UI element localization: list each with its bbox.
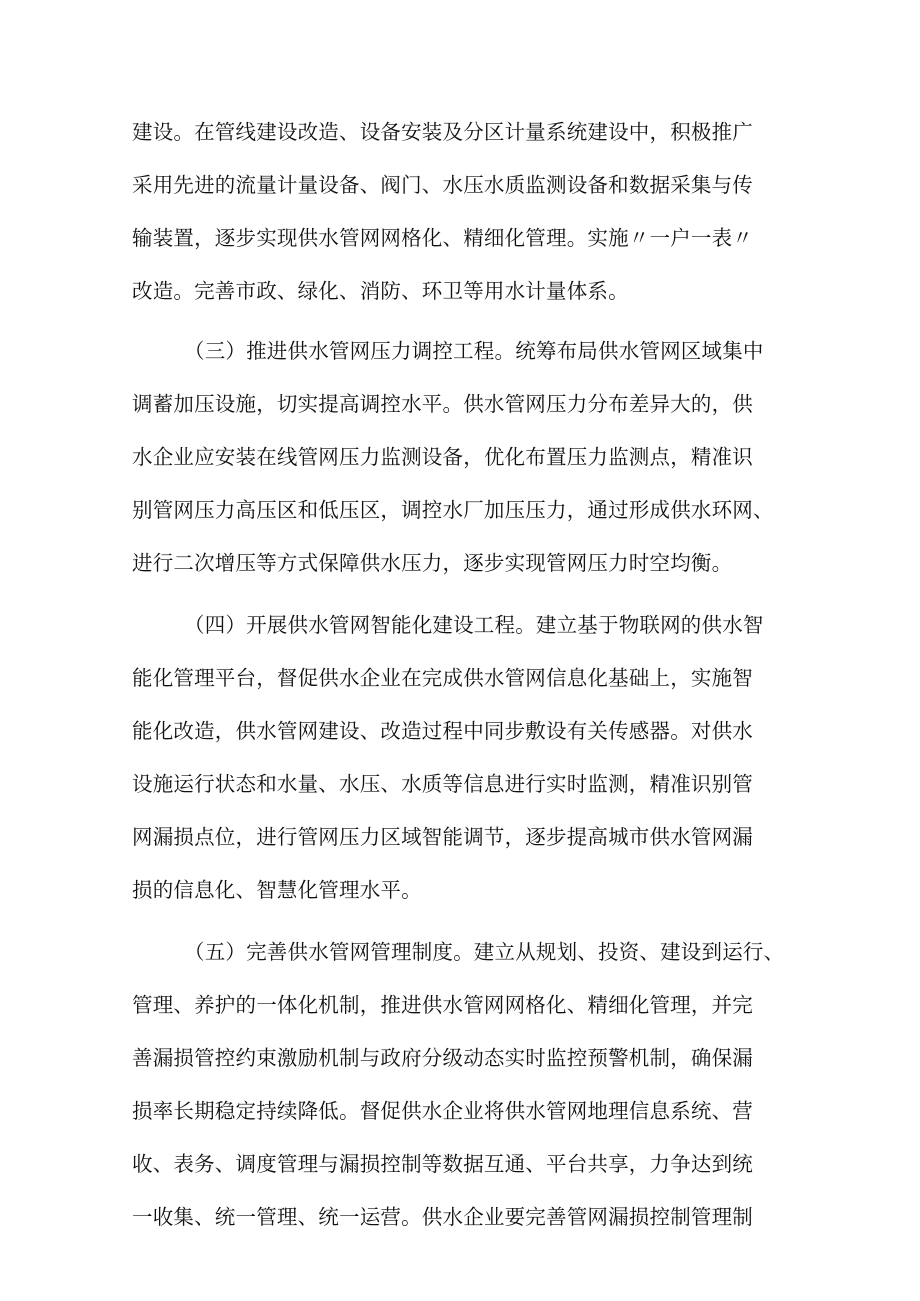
paragraph-3-line-6: 损的信息化、智慧化管理水平。 — [132, 878, 422, 902]
paragraph-4-line-4: 损率长期稳定持续降低。督促供水企业将供水管网地理信息系统、营 — [132, 1099, 753, 1123]
paragraph-2-line-5: 进行二次增压等方式保障供水压力，逐步实现管网压力时空均衡。 — [132, 551, 733, 575]
paragraph-3-line-4: 设施运行状态和水量、水压、水质等信息进行实时监测，精准识别管 — [132, 772, 753, 796]
paragraph-3-line-1: （四）开展供水管网智能化建设工程。建立基于物联网的供水智 — [184, 613, 764, 637]
paragraph-1-line-2: 采用先进的流量计量设备、阀门、水压水质监测设备和数据采集与传 — [132, 173, 753, 197]
paragraph-2-line-1: （三）推进供水管网压力调控工程。统筹布局供水管网区域集中 — [184, 339, 764, 363]
paragraph-3-line-3: 能化改造，供水管网建设、改造过程中同步敷设有关传感器。对供水 — [132, 719, 753, 743]
paragraph-2-line-3: 水企业应安装在线管网压力监测设备，优化布置压力监测点，精准识 — [132, 445, 753, 469]
paragraph-1-line-4: 改造。完善市政、绿化、消防、环卫等用水计量体系。 — [132, 279, 629, 303]
paragraph-2-line-2: 调蓄加压设施，切实提高调控水平。供水管网压力分布差异大的，供 — [132, 392, 753, 416]
paragraph-4-line-5: 收、表务、调度管理与漏损控制等数据互通、平台共享，力争达到统 — [132, 1152, 753, 1176]
paragraph-2-line-4: 别管网压力高压区和低压区，调控水厂加压压力，通过形成供水环网、 — [132, 498, 774, 522]
paragraph-1-line-1: 建设。在管线建设改造、设备安装及分区计量系统建设中，积极推广 — [132, 120, 753, 144]
paragraph-4-line-3: 善漏损管控约束激励机制与政府分级动态实时监控预警机制，确保漏 — [132, 1046, 753, 1070]
paragraph-4-line-6: 一收集、统一管理、统一运营。供水企业要完善管网漏损控制管理制 — [132, 1205, 753, 1229]
paragraph-3-line-2: 能化管理平台，督促供水企业在完成供水管网信息化基础上，实施智 — [132, 666, 753, 690]
paragraph-1-line-3: 输装置，逐步实现供水管网网格化、精细化管理。实施〃一户一表〃 — [132, 226, 753, 250]
paragraph-4-line-2: 管理、养护的一体化机制，推进供水管网网格化、精细化管理，并完 — [132, 993, 753, 1017]
paragraph-3-line-5: 网漏损点位，进行管网压力区域智能调节，逐步提高城市供水管网漏 — [132, 825, 753, 849]
paragraph-4-line-1: （五）完善供水管网管理制度。建立从规划、投资、建设到运行、 — [184, 940, 785, 964]
